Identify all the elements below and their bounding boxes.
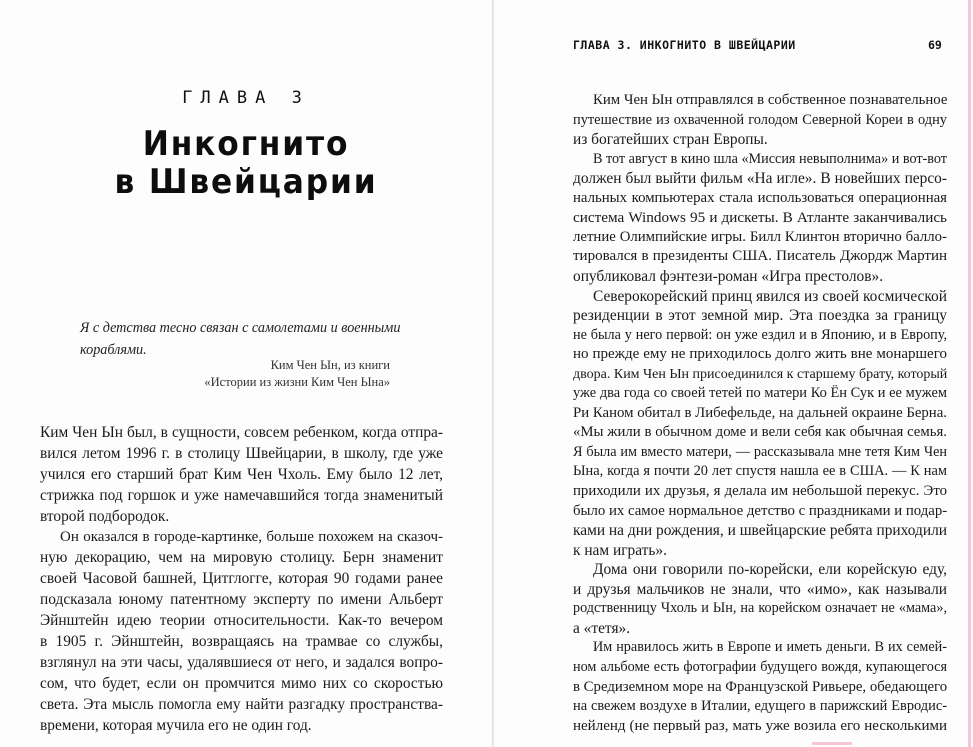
chapter-title-line-1: Инкогнито <box>142 124 350 164</box>
text-line: из богатейших стран Европы. <box>573 131 768 149</box>
book-gutter <box>492 0 494 747</box>
text-line: но прежде ему не приходилось долго жить вне монаршего <box>573 346 947 363</box>
text-line: подсказала юному патентному эксперту по имени Альберт <box>40 591 443 609</box>
epigraph-source-line: Ким Чен Ын, из книги <box>270 358 390 372</box>
text-line: нальных компьютерах стала использоваться операционная <box>573 189 947 206</box>
text-line: вился летом 1996 г. в столицу Швейцарии, в школу, где уже <box>40 444 443 462</box>
epigraph-line: Я с детства тесно связан с самолетами и военными <box>80 320 401 336</box>
text-line: света. Эта мысль помогла ему найти разгадку пространства- <box>40 695 443 713</box>
text-line: Он оказался в городе-картинке, больше похожем на сказоч- <box>60 528 443 545</box>
text-line: должен был выйти фильм «На игле». В новейших персо- <box>573 170 947 188</box>
text-line: в 1905 г. Эйнштейн, возвращаясь на трамвае со службы, <box>40 633 443 650</box>
text-line: Им нравилось жить в Европе и иметь деньги. В их семей- <box>593 639 947 656</box>
text-line: нейленд (не первый раз, мать уже возила его несколькими <box>573 717 947 734</box>
text-line: ками на дни рождения, и швейцарские ребята приходили <box>573 522 947 540</box>
text-line: ную декорацию, чем на мировую столицу. Берн знаменит <box>40 549 443 567</box>
epigraph-source-line: «Истории из жизни Ким Чен Ына» <box>204 375 390 389</box>
text-line: а «тетя». <box>573 619 631 637</box>
text-line: взглянул на эти часы, удалявшиеся от него, и задался вопро- <box>40 653 443 671</box>
text-line: двора. Ким Чен Ын присоединился к старшему брату, который <box>573 366 948 382</box>
page-edge <box>968 0 971 747</box>
running-head: ГЛАВА 3. ИНКОГНИТО В ШВЕЙЦАРИИ <box>573 38 796 52</box>
chapter-title-line-2: в Швейцарии <box>114 162 378 202</box>
text-line: Ким Чен Ын отправлялся в собственное познавательное <box>593 92 948 108</box>
text-line: тировался в президенты США. Писатель Джордж Мартин <box>573 248 947 265</box>
text-line: опубликовал фэнтези-роман «Игра престолов». <box>573 267 884 285</box>
text-line: уже два года со своей тетей по матери Ко Ён Сук и ее мужем <box>573 385 947 402</box>
text-line: приходили их друзья, я делала им небольшой перекус. Это <box>573 483 947 499</box>
page-number: 69 <box>928 38 942 52</box>
text-line: было их самое нормальное детство с праздниками и подар- <box>573 502 948 519</box>
text-line: в Средиземном море на Французской Ривьере, обедающего <box>573 678 948 695</box>
text-line: путешествие из охваченной голодом Северной Кореи в одну <box>573 111 947 128</box>
text-line: Ына, когда я почти 20 лет спустя нашла ее в США. — К нам <box>573 463 947 480</box>
text-line: ном альбоме есть фотографии будущего вождя, купающегося <box>573 658 947 675</box>
page-edge-bottom <box>812 742 852 745</box>
text-line: своей Часовой башней, Цитглогге, которая 90 годами ранее <box>40 570 443 588</box>
text-line: сом, что будет, если он промчится мимо них со скоростью <box>40 674 443 692</box>
text-line: стрижка под горшок и уже намечавшийся тогда знаменитый <box>40 486 443 504</box>
text-line: к нам играть». <box>573 541 667 559</box>
text-line: Я была им вместо матери, — рассказывала мне тетя Ким Чен <box>573 443 947 460</box>
text-line: летние Олимпийские игры. Билл Клинтон вторично балло- <box>573 228 947 245</box>
text-line: Северокорейский принц явился из своей космической <box>593 287 947 305</box>
text-line: Дома они говорили по-корейски, ели корейскую еду, <box>593 561 947 579</box>
text-line: времени, которая мучила его не один год. <box>40 716 312 734</box>
text-line: не была у него первой: он уже ездил и в Японию, и в Европу, <box>573 326 947 343</box>
text-line: учился его старший брат Ким Чен Чхоль. Ему было 12 лет, <box>40 465 443 483</box>
text-line: на свежем воздухе в Италии, едущего в парижский Евродис- <box>573 698 947 715</box>
epigraph <box>80 317 410 361</box>
text-line: второй подбородок. <box>40 507 170 525</box>
text-line: Ким Чен Ын был, в сущности, совсем ребенком, когда отпра- <box>40 424 443 441</box>
text-line: резиденции в этот земной мир. Эта поездка за границу <box>573 307 947 325</box>
chapter-label: ГЛАВА 3 <box>182 88 310 108</box>
text-line: и друзья мальчиков не знали, что «имо», как называли <box>573 580 947 598</box>
text-line: Эйнштейн идею теории относительности. Как-то вечером <box>40 612 443 630</box>
text-line: система Windows 95 и дискеты. В Атланте заканчивались <box>573 209 947 227</box>
text-line: В тот август в кино шла «Миссия невыполнима» и вот-вот <box>593 150 947 167</box>
text-line: «Мы жили в обычном доме и вели себя как обычная семья. <box>573 424 947 441</box>
epigraph-line: кораблями. <box>80 342 147 358</box>
text-line: родственницу Чхоль и Ын, на корейском означает не «мама», <box>573 600 947 617</box>
text-line: Ри Каном обитал в Либефельде, на дальней окраине Берна. <box>573 404 947 421</box>
